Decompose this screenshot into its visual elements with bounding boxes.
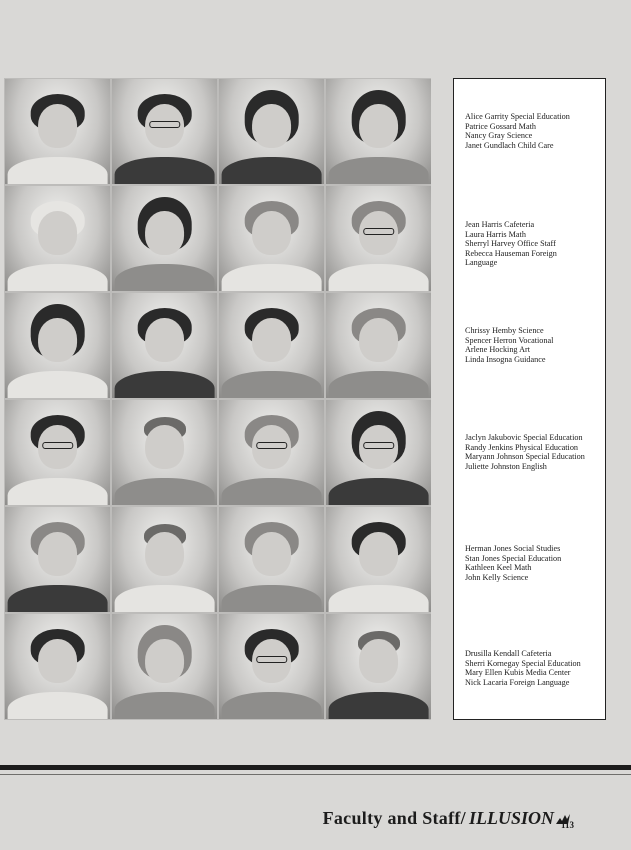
portrait-photo: [112, 400, 217, 505]
portrait-photo: [112, 186, 217, 291]
portrait-photo: [326, 79, 431, 184]
caption-line: Jean Harris Cafeteria: [465, 220, 535, 229]
portrait-photo: [219, 400, 324, 505]
caption-line: Laura Harris Math: [465, 229, 526, 239]
portrait-photo: [5, 507, 110, 612]
caption-line: John Kelly Science: [465, 572, 529, 582]
portrait-photo: [326, 400, 431, 505]
page-number: 113: [561, 820, 575, 830]
caption-line: Jaclyn Jakubovic Special Education: [465, 433, 583, 442]
portrait-photo: [112, 614, 217, 719]
caption-group-row-6: [465, 649, 603, 687]
caption-line: Stan Jones Special Education: [465, 553, 562, 563]
portrait-photo: [326, 614, 431, 719]
caption-line: Language: [465, 258, 498, 268]
caption-line: Rebecca Hauseman Foreign: [465, 248, 557, 258]
portrait-photo: [326, 293, 431, 398]
caption-group-row-3: [465, 326, 603, 364]
caption-line: Nancy Gray Science: [465, 131, 533, 141]
portrait-photo: [219, 79, 324, 184]
footer-rule-thick: [0, 765, 631, 770]
portrait-photo: [5, 79, 110, 184]
footer-rule-thin: [0, 774, 631, 775]
portrait-photo: [219, 614, 324, 719]
caption-line: Alice Garrity Special Education: [465, 112, 570, 121]
caption-panel: [453, 78, 606, 720]
caption-line: Drusilla Kendall Cafeteria: [465, 649, 552, 658]
caption-line: Sherryl Harvey Office Staff: [465, 239, 556, 249]
portrait-photo: [326, 507, 431, 612]
caption-line: Nick Lacaria Foreign Language: [465, 677, 570, 687]
portrait-photo: [112, 507, 217, 612]
caption-line: Spencer Herron Vocational: [465, 335, 554, 345]
caption-line: Maryann Johnson Special Education: [465, 452, 585, 462]
portrait-photo: [326, 186, 431, 291]
section-title: Faculty and Staff/: [322, 808, 466, 828]
portrait-photo: [112, 79, 217, 184]
caption-group-row-5: [465, 544, 603, 582]
portrait-photo: [5, 400, 110, 505]
caption-line: Patrice Gossard Math: [465, 121, 536, 131]
page-footer: [323, 808, 571, 829]
caption-line: Juliette Johnston English: [465, 461, 547, 471]
yearbook-logo: [469, 808, 571, 829]
caption-line: Kathleen Keel Math: [465, 563, 532, 573]
portrait-photo: [5, 186, 110, 291]
caption-line: Randy Jenkins Physical Education: [465, 442, 579, 452]
caption-line: Herman Jones Social Studies: [465, 544, 561, 553]
caption-line: Arlene Hocking Art: [465, 345, 531, 355]
caption-line: Chrissy Hemby Science: [465, 326, 544, 335]
caption-group-row-1: [465, 112, 603, 150]
caption-line: Janet Gundlach Child Care: [465, 140, 554, 150]
caption-group-row-4: [465, 433, 603, 471]
portrait-photo: [5, 614, 110, 719]
portrait-photo: [219, 186, 324, 291]
portrait-photo: [219, 507, 324, 612]
portrait-photo: [5, 293, 110, 398]
portrait-photo: [112, 293, 217, 398]
yearbook-logo-text: ILLUSION: [468, 808, 554, 828]
caption-group-row-2: [465, 220, 603, 268]
caption-line: Mary Ellen Kubis Media Center: [465, 668, 571, 678]
caption-line: Sherri Kornegay Special Education: [465, 658, 581, 668]
portrait-grid: [4, 78, 431, 720]
portrait-photo: [219, 293, 324, 398]
caption-line: Linda Insogna Guidance: [465, 354, 546, 364]
